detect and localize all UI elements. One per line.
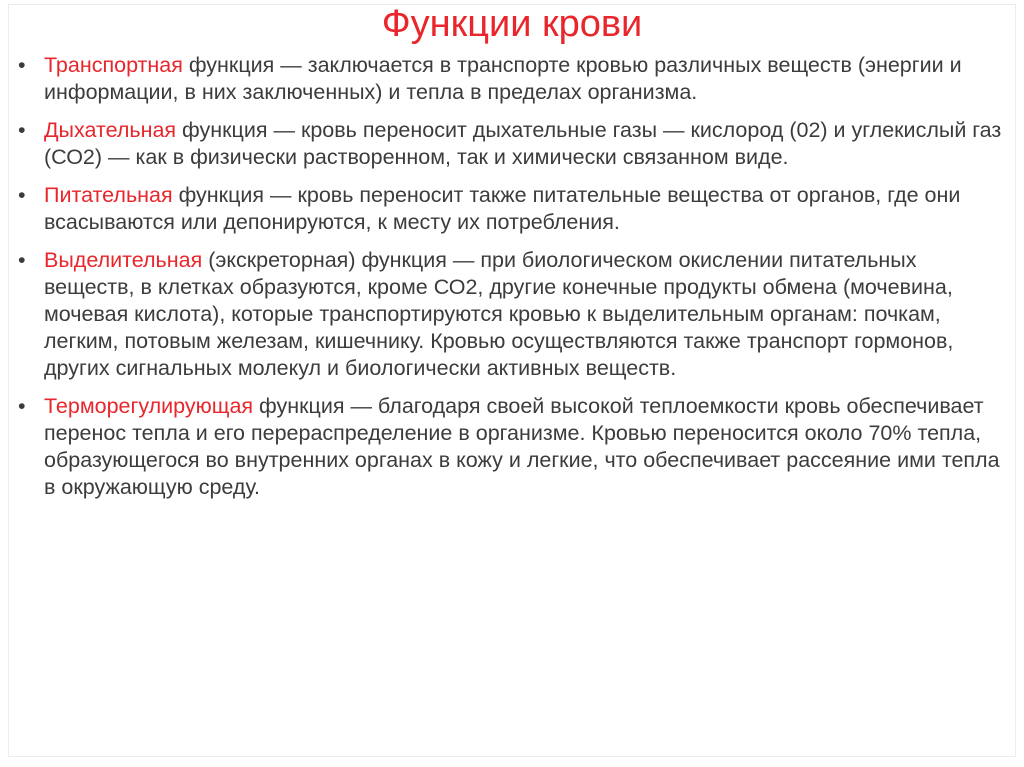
list-item-excretory xyxy=(18,247,1008,382)
term-nutritive: Питательная xyxy=(44,183,173,207)
description-respiratory: функция — кровь переносит дыхательные газы — кислород (02) и углекислый газ (СО2) — как в физически растворенном, так и химически связанном виде. xyxy=(44,118,1002,169)
term-respiratory: Дыхательная xyxy=(44,118,177,142)
description-transport: функция — заключается в транспорте кровью различных веществ (энергии и информации, в них заключенных) и тепла в пределах организма. xyxy=(44,53,962,104)
bullet-icon: • xyxy=(18,248,26,272)
list-item-respiratory xyxy=(18,117,1008,171)
description-thermoregulatory: функция — благодаря своей высокой теплоемкости кровь обеспечивает перенос тепла и его перераспределение в организме. Кровью переносится около 70% тепла, образующегося во внутренних органах в кожу и легкие, что обеспечивает рассеяние ими тепла в окружающую среду. xyxy=(44,394,1000,499)
description-nutritive: функция — кровь переносит также питательные вещества от органов, где они всасываются или депонируются, к месту их потребления. xyxy=(44,183,961,234)
term-transport: Транспортная xyxy=(44,53,183,77)
bullet-icon: • xyxy=(18,53,26,77)
slide-title: Функции крови xyxy=(381,3,643,45)
bullet-icon: • xyxy=(18,183,26,207)
term-excretory: Выделительная xyxy=(44,248,203,272)
bullet-icon: • xyxy=(18,118,26,142)
bullet-icon: • xyxy=(18,394,26,418)
term-thermoregulatory: Терморегулирующая xyxy=(44,394,254,418)
list-item-nutritive xyxy=(18,182,1008,236)
description-excretory: (экскреторная) функция — при биологическом окислении питательных веществ, в клетках образуются, кроме СО2, другие конечные продукты обмена (мочевина, мочевая кислота), которые транспортируются кровью к выделительным органам: почкам, легким, потовым железам, кишечнику. Кровью осуществляются также транспорт гормонов, других сигнальных молекул и биологически активных веществ. xyxy=(44,248,954,380)
functions-list xyxy=(18,52,1008,512)
list-item-thermoregulatory xyxy=(18,393,1008,501)
list-item-transport xyxy=(18,52,1008,106)
